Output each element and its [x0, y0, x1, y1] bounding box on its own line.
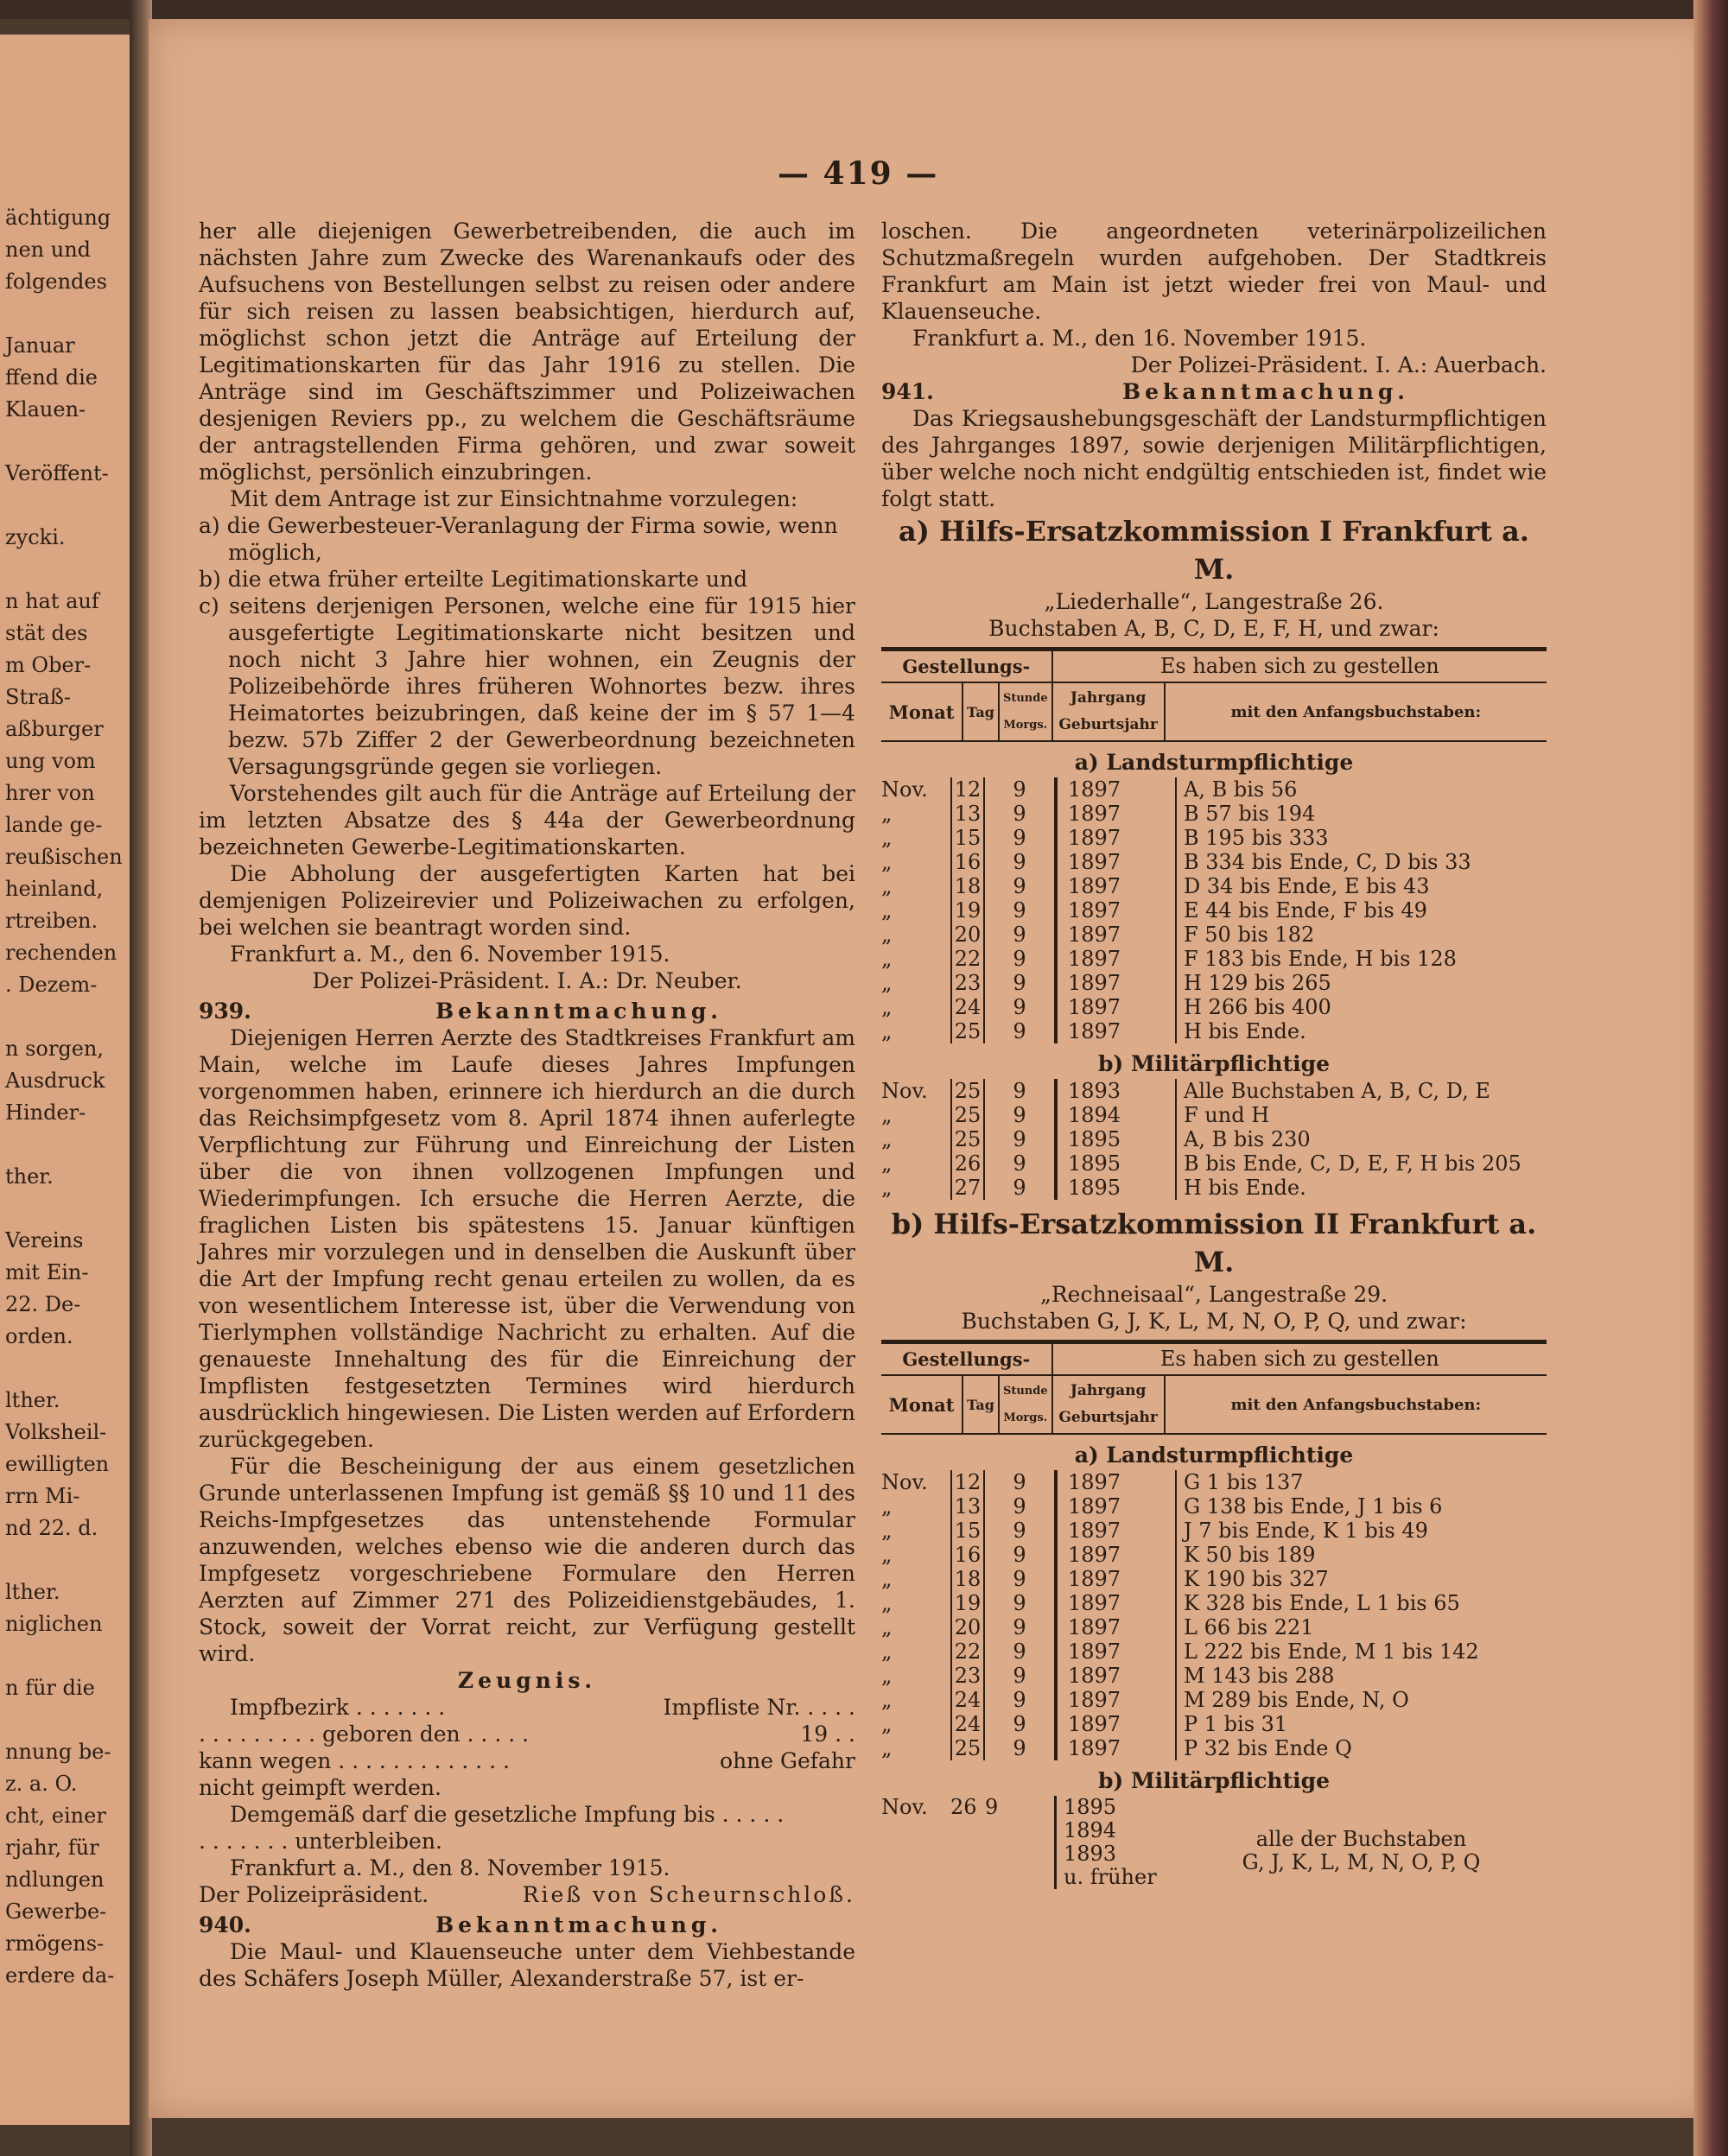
commission-1-title: a) Hilfs-Ersatzkommission I Frankfurt a. M.: [899, 515, 1529, 586]
left-strip-line: folgendes: [5, 270, 107, 294]
form-line-3: [199, 1747, 855, 1774]
left-strip-line: rechenden: [5, 941, 118, 965]
commission-2-letters: Buchstaben G, J, K, L, M, N, O, P, Q, und zwar:: [961, 1309, 1467, 1334]
cell-hour: 9: [1013, 826, 1026, 850]
cell-letters: A, B bis 56: [1175, 777, 1547, 802]
signature-2-title: Der Polizeipräsident.: [199, 1882, 429, 1907]
signature-2-name: Rieß von Scheurnschloß.: [522, 1882, 855, 1907]
commission-1-letters: Buchstaben A, B, C, D, E, F, H, und zwar:: [988, 616, 1439, 641]
form-geboren: . . . . . . . . . geboren den . . . . .: [199, 1722, 530, 1747]
left-strip-line: heinland,: [5, 877, 104, 901]
cell-hour: 9: [1013, 1688, 1026, 1712]
paragraph-941: Das Kriegsaushebungsgeschäft der Landsturmpflichtigen des Jahrganges 1897, sowie derjenigen Militärpflichtigen, über welche noch nicht endgültig entschieden ist, findet wie folgt statt.: [881, 406, 1547, 511]
left-strip-line: rmögens-: [5, 1931, 105, 1956]
cell-month: „: [881, 1736, 893, 1760]
signature-2: [199, 1881, 855, 1908]
notice-heading-940: Bekanntmachung.: [435, 1912, 723, 1937]
cell-hour: 9: [1013, 1103, 1026, 1127]
cell-month: „: [881, 1494, 893, 1519]
cell-year: 1895: [1054, 1151, 1175, 1176]
th-tag: Tag: [962, 1375, 999, 1434]
left-strip-line: mit Ein-: [5, 1260, 89, 1284]
cell-year: 1897: [1054, 898, 1175, 923]
schedule-1-header: [881, 647, 1547, 742]
cell-letters: F 183 bis Ende, H bis 128: [1175, 947, 1547, 971]
cell-day: 22: [950, 947, 985, 971]
cell-year: 1895: [1054, 1176, 1175, 1200]
left-strip-line: aßburger: [5, 717, 104, 741]
notice-number-941: 941.: [881, 379, 934, 404]
cell-day: 25: [950, 1127, 985, 1151]
form-line-4: nicht geimpft werden.: [199, 1775, 442, 1800]
cell-day: 25: [950, 1019, 985, 1043]
cell-year: 1897: [1054, 1712, 1175, 1736]
cell-letters: B 57 bis 194: [1175, 802, 1547, 826]
cell-hour: 9: [1013, 1494, 1026, 1519]
notice-941-header: [881, 378, 1547, 405]
cell-year: 1893: [1054, 1079, 1175, 1103]
left-strip-line: rtreiben.: [5, 909, 98, 933]
paragraph-vorstehendes: Vorstehendes gilt auch für die Anträge auf Erteilung der im letzten Absatze des § 44a der Gewerbeordnung bezeichneten Gewerbe-Legitimationskarten.: [199, 781, 855, 859]
cell-letters: M 143 bis 288: [1175, 1664, 1547, 1688]
cell-year: 1897: [1054, 1567, 1175, 1591]
cell-hour: 9: [1013, 1151, 1026, 1176]
year-1893: 1893: [1064, 1842, 1117, 1866]
left-strip-line: n für die: [5, 1676, 95, 1700]
cell-hour: 9: [1013, 1664, 1026, 1688]
signature-3: Der Polizei-Präsident. I. A.: Auerbach.: [1130, 352, 1547, 377]
cell-letters: G 138 bis Ende, J 1 bis 6: [1175, 1494, 1547, 1519]
cell-letters: L 66 bis 221: [1175, 1615, 1547, 1639]
cell-day: 12: [950, 1470, 985, 1494]
notice-940-header: [199, 1912, 855, 1938]
cell-hour: 9: [1013, 1639, 1026, 1664]
group-landsturm-2: a) Landsturmpflichtige: [1074, 1443, 1354, 1468]
cell-hour: 9: [1013, 1591, 1026, 1615]
left-strip-line: Volksheil-: [5, 1420, 107, 1444]
left-strip-line: Gewerbe-: [5, 1899, 107, 1924]
paragraph-abholung: Die Abholung der ausgefertigten Karten hat bei demjenigen Polizeirevier und Polizeiwachen zu erfolgen, bei welchen sie beantragt worden sind.: [199, 861, 855, 940]
left-strip-line: lther.: [5, 1580, 60, 1604]
paragraph-940-cont: loschen. Die angeordneten veterinärpolizeilichen Schutzmaßregeln wurden aufgehoben. Der Stadtkreis Frankfurt am Main ist jetzt wieder frei von Maul- und Klauenseuche.: [881, 219, 1547, 324]
cell-letters: K 328 bis Ende, L 1 bis 65: [1175, 1591, 1547, 1615]
cell-letters: H bis Ende.: [1175, 1019, 1547, 1043]
cell-year: 1897: [1054, 826, 1175, 850]
cell-day: 23: [950, 1664, 985, 1688]
cell-month: „: [881, 1712, 893, 1736]
cell-day: 15: [950, 826, 985, 850]
form-line-6: . . . . . . . unterbleiben.: [199, 1829, 442, 1854]
left-strip-line: orden.: [5, 1324, 73, 1348]
left-strip-line: cht, einer: [5, 1804, 106, 1828]
cell-day: 25: [950, 1079, 985, 1103]
book-cover-edge: [1693, 0, 1728, 2156]
cell-hour: 9: [1013, 995, 1026, 1019]
cell-year: 1897: [1054, 777, 1175, 802]
left-strip-line: ffend die: [5, 365, 98, 390]
cell-hour: 9: [1013, 1736, 1026, 1760]
left-strip-line: Ausdruck: [5, 1068, 105, 1093]
page-number: — 419 —: [778, 155, 939, 192]
cell-day: 22: [950, 1639, 985, 1664]
cell-month: „: [881, 971, 893, 995]
cell-year: 1897: [1054, 923, 1175, 947]
form-impfbezirk: Impfbezirk . . . . . . .: [230, 1695, 446, 1720]
cell-day: 20: [950, 1615, 985, 1639]
cell-month: „: [881, 947, 893, 971]
th-es-haben: Es haben sich zu gestellen: [1052, 650, 1547, 683]
cell-hour: 9: [1013, 947, 1026, 971]
cell-letters: B bis Ende, C, D, E, F, H bis 205: [1175, 1151, 1547, 1176]
cell-year: 1897: [1054, 1543, 1175, 1567]
left-strip-line: . Dezem-: [5, 973, 98, 997]
cell-month: „: [881, 1103, 893, 1127]
left-strip-line: n sorgen,: [5, 1037, 104, 1061]
th-anfangsbuchstaben: mit den Anfangsbuchstaben:: [1165, 682, 1547, 741]
cell-year: 1894: [1054, 1103, 1175, 1127]
cell-hour: 9: [1013, 1615, 1026, 1639]
cell-letters: M 289 bis Ende, N, O: [1175, 1688, 1547, 1712]
cell-month: Nov.: [881, 777, 928, 802]
list-item-b: b) die etwa früher erteilte Legitimationskarte und: [199, 567, 748, 592]
cell-hour: 9: [1013, 874, 1026, 898]
left-strip-line: lande ge-: [5, 813, 103, 837]
left-strip-line: rjahr, für: [5, 1836, 99, 1860]
th-anfangsbuchstaben: mit den Anfangsbuchstaben:: [1165, 1375, 1547, 1434]
cell-letters: Alle Buchstaben A, B, C, D, E: [1175, 1079, 1547, 1103]
cell-month: „: [881, 1664, 893, 1688]
year-1895: 1895: [1064, 1795, 1117, 1819]
cell-year: 1897: [1054, 1019, 1175, 1043]
commission-2-place: „Rechneisaal“, Langestraße 29.: [1039, 1282, 1388, 1307]
notice-heading-941: Bekanntmachung.: [1121, 379, 1410, 404]
cell-letters: K 50 bis 189: [1175, 1543, 1547, 1567]
cell-letters: P 1 bis 31: [1175, 1712, 1547, 1736]
paragraph-intro: her alle diejenigen Gewerbetreibenden, die auch im nächsten Jahre zum Zwecke des Warenankaufs oder des Aufsuchens von Bestellungen selbst zu reisen oder andere für sich reisen zu lassen beabsichtigen, hierdurch auf, möglichst schon jetzt die Anträge auf Erteilung der Legitimationskarten für das Jahr 1916 zu stellen. Die Anträge sind im Geschäftszimmer und Polizeiwachen desjenigen Reviers pp., zu welchem die Geschäftsräume der antragstellenden Firma gehören, und zwar soweit möglichst, persönlich einzubringen.: [199, 219, 855, 485]
th-gestellungs: Gestellungs-: [881, 1342, 1052, 1376]
cell-year: 1897: [1054, 802, 1175, 826]
schedule-2-landsturm-rows: [881, 1470, 1547, 1760]
cell-day: 24: [950, 995, 985, 1019]
form-impfliste: Impfliste Nr. . . . .: [663, 1695, 855, 1720]
paragraph-939-a: Diejenigen Herren Aerzte des Stadtkreises Frankfurt am Main, welche im Laufe dieses Jahres Impfungen vorgenommen haben, erinnere ich hierdurch an die durch das Reichsimpfgesetz vom 8. April 1874 ihnen auferlegte Verpflichtung zur Führung und Einreichung der Listen über die von ihnen vollzogenen Impfungen und Wiederimpfungen. Ich ersuche die Herren Aerzte, die fraglichen Listen bis spätestens 15. Januar künftigen Jahres mir vorzulegen und in denselben die Auskunft über die Art der Impfung recht genau erteilen zu wollen, da es von wesentlichem Interesse ist, über die Verwendung von Tierlymphen vollständige Nachricht zu erhalten. Auf die genaueste Innehaltung des für die Einreichung der Impflisten festgesetzten Termines wird hierdurch ausdrücklich hingewiesen. Die Listen werden auf Erfordern zurückgegeben.: [199, 1025, 855, 1452]
cell-day: 24: [950, 1688, 985, 1712]
left-strip-line: Vereins: [5, 1228, 84, 1252]
cell-hour: 9: [985, 1795, 999, 1819]
cell-year: 1897: [1054, 1615, 1175, 1639]
cell-letters: D 34 bis Ende, E bis 43: [1175, 874, 1547, 898]
left-strip-line: ung vom: [5, 749, 96, 773]
column-left: [199, 218, 855, 1992]
cell-letters: L 222 bis Ende, M 1 bis 142: [1175, 1639, 1547, 1664]
th-monat: Monat: [881, 1375, 962, 1434]
notice-number-940: 940.: [199, 1912, 251, 1937]
cell-letters: B 334 bis Ende, C, D bis 33: [1175, 850, 1547, 874]
date-line-2: Frankfurt a. M., den 8. November 1915.: [230, 1855, 670, 1880]
left-strip-line: erdere da-: [5, 1963, 115, 1988]
cell-day: 24: [950, 1712, 985, 1736]
cell-month: „: [881, 1127, 893, 1151]
group-militaer-1: b) Militärpflichtige: [1097, 1051, 1331, 1076]
list-item-c: c) seitens derjenigen Personen, welche eine für 1915 hier ausgefertigte Legitimationskarte nicht besitzen und noch nicht 3 Jahre hier wohnen, ein Zeugnis der Polizeibehörde ihres früheren Wohnortes bezw. ihres Heimatortes beizubringen, daß keine der im § 57 1—4 bezw. 57b Ziffer 2 der Gewerbeordnung bezeichneten Versagungsgründe gegen sie vorliegen.: [199, 593, 855, 779]
cell-letters: J 7 bis Ende, K 1 bis 49: [1175, 1519, 1547, 1543]
cell-hour: 9: [1013, 1470, 1026, 1494]
cell-month: „: [881, 1176, 893, 1200]
cell-month: „: [881, 1151, 893, 1176]
cell-month: „: [881, 1543, 893, 1567]
cell-day: 16: [950, 1543, 985, 1567]
cell-year: 1897: [1054, 1639, 1175, 1664]
cell-month: „: [881, 995, 893, 1019]
left-strip-line: stät des: [5, 621, 88, 645]
cell-month: „: [881, 1688, 893, 1712]
th-jahrgang: Jahrgang Geburtsjahr: [1052, 682, 1165, 741]
list-item-a: a) die Gewerbesteuer-Veranlagung der Firma sowie, wenn möglich,: [199, 513, 838, 565]
year-1894: 1894: [1064, 1818, 1117, 1842]
cell-month: „: [881, 826, 893, 850]
cell-month: „: [881, 1591, 893, 1615]
cell-letters: A, B bis 230: [1175, 1127, 1547, 1151]
cell-month: „: [881, 898, 893, 923]
th-stunde: Stunde Morgs.: [999, 682, 1052, 741]
top-edge: [0, 0, 1728, 19]
schedule-1-militaer-rows: [881, 1079, 1547, 1200]
cell-year: 1897: [1054, 1470, 1175, 1494]
group-landsturm-1: a) Landsturmpflichtige: [1074, 750, 1354, 775]
cell-month: Nov.: [881, 1470, 928, 1494]
form-line-5: Demgemäß darf die gesetzliche Impfung bis . . . . .: [230, 1802, 785, 1827]
paragraph-940: Die Maul- und Klauenseuche unter dem Viehbestande des Schäfers Joseph Müller, Alexanderstraße 57, ist er-: [199, 1939, 855, 1991]
cell-hour: 9: [1013, 1019, 1026, 1043]
th-jahrgang: Jahrgang Geburtsjahr: [1052, 1375, 1165, 1434]
cell-letters: H bis Ende.: [1175, 1176, 1547, 1200]
cell-day: 19: [950, 1591, 985, 1615]
cell-hour: 9: [1013, 898, 1026, 923]
left-strip-line: Klauen-: [5, 397, 86, 422]
left-strip-line: hrer von: [5, 781, 95, 805]
cell-letters: F 50 bis 182: [1175, 923, 1547, 947]
cell-hour: 9: [1013, 1543, 1026, 1567]
cell-year: 1897: [1054, 1494, 1175, 1519]
cell-letters: B 195 bis 333: [1175, 826, 1547, 850]
cell-year: 1897: [1054, 874, 1175, 898]
commission-1-place: „Liederhalle“, Langestraße 26.: [1044, 589, 1384, 614]
cell-month: „: [881, 874, 893, 898]
left-strip-line: nnung be-: [5, 1740, 111, 1764]
cell-month: „: [881, 1615, 893, 1639]
th-stunde: Stunde Morgs.: [999, 1375, 1052, 1434]
form-year: 19 . .: [800, 1722, 855, 1747]
left-strip-line: zycki.: [5, 525, 66, 549]
cell-month: „: [881, 1019, 893, 1043]
cell-hour: 9: [1013, 1127, 1026, 1151]
left-strip-line: ndlungen: [5, 1867, 105, 1892]
form-ohne-gefahr: ohne Gefahr: [720, 1748, 855, 1773]
left-strip-line: n hat auf: [5, 589, 99, 613]
cell-day: 25: [950, 1736, 985, 1760]
form-line-2: [199, 1721, 855, 1747]
cell-day: 26: [950, 1151, 985, 1176]
cell-letters: [1176, 1796, 1547, 1889]
cell-year: 1897: [1054, 995, 1175, 1019]
column-right: [881, 218, 1547, 1889]
left-strip-line: lther.: [5, 1388, 60, 1412]
cell-month: Nov.: [881, 1079, 928, 1103]
cell-hour: 9: [1013, 1712, 1026, 1736]
cell-month: „: [881, 923, 893, 947]
left-strip-line: nen und: [5, 238, 92, 262]
cell-letters: K 190 bis 327: [1175, 1567, 1547, 1591]
cell-day: 26: [950, 1795, 977, 1819]
th-tag: Tag: [962, 682, 999, 741]
schedule-2-header: [881, 1340, 1547, 1435]
left-strip-line: Straß-: [5, 685, 72, 709]
cell-month: Nov.: [881, 1795, 928, 1819]
cell-year: 1897: [1054, 971, 1175, 995]
cell-year: 1897: [1054, 1591, 1175, 1615]
th-monat: Monat: [881, 682, 962, 741]
date-line-3: Frankfurt a. M., den 16. November 1915.: [912, 326, 1367, 351]
cell-letters: G 1 bis 137: [1175, 1470, 1547, 1494]
cell-hour: 9: [1013, 1176, 1026, 1200]
cell-day: 20: [950, 923, 985, 947]
left-strip-line: reußischen: [5, 845, 123, 869]
cell-day: 27: [950, 1176, 985, 1200]
cell-hour: 9: [1013, 971, 1026, 995]
notice-939-header: [199, 998, 855, 1024]
cell-year: 1897: [1054, 1736, 1175, 1760]
left-page-strip: [0, 35, 137, 2125]
cell-hour: 9: [1013, 777, 1026, 802]
cell-hour: 9: [1013, 802, 1026, 826]
left-strip-line: m Ober-: [5, 653, 92, 677]
form-kann-wegen: kann wegen . . . . . . . . . . . . .: [199, 1748, 510, 1773]
cell-month: „: [881, 1519, 893, 1543]
form-line-1: [199, 1694, 855, 1721]
cell-day: 18: [950, 874, 985, 898]
left-strip-line: Hinder-: [5, 1100, 86, 1125]
cell-years: [1054, 1796, 1176, 1889]
cell-day: 23: [950, 971, 985, 995]
left-strip-line: ewilligten: [5, 1452, 110, 1476]
cell-month: „: [881, 802, 893, 826]
cell-day: 13: [950, 802, 985, 826]
signature-1: Der Polizei-Präsident. I. A.: Dr. Neuber.: [312, 968, 742, 993]
cell-letters: E 44 bis Ende, F bis 49: [1175, 898, 1547, 923]
group-militaer-2: b) Militärpflichtige: [1097, 1768, 1331, 1793]
left-strip-line: niglichen: [5, 1612, 103, 1636]
cell-day: 13: [950, 1494, 985, 1519]
cell-year: 1897: [1054, 1664, 1175, 1688]
notice-heading-939: Bekanntmachung.: [435, 999, 723, 1024]
cell-month: „: [881, 1567, 893, 1591]
cell-year: 1897: [1054, 1688, 1175, 1712]
schedule-1-landsturm-rows: [881, 777, 1547, 1043]
letters-text-2: G, J, K, L, M, N, O, P, Q: [1242, 1850, 1481, 1874]
left-strip-line: ächtigung: [5, 206, 111, 230]
th-gestellungs: Gestellungs-: [881, 650, 1052, 683]
notice-number-939: 939.: [199, 999, 251, 1024]
cell-letters: H 129 bis 265: [1175, 971, 1547, 995]
paragraph-939-b: Für die Bescheinigung der aus einem gesetzlichen Grunde unterlassenen Impfung ist gemäß §§ 10 und 11 des Reichs-Impfgesetzes das untenstehende Formular anzuwenden, welches ebenso wie die anderen durch das Impfgesetz vorgeschriebene Formulare den Herren Aerzten auf Zimmer 271 des Polizeidienstgebäudes, 1. Stock, soweit der Vorrat reicht, zur Verfügung gestellt wird.: [199, 1454, 855, 1666]
cell-hour: 9: [1013, 1567, 1026, 1591]
left-strip-line: z. a. O.: [5, 1772, 78, 1796]
cell-day: 18: [950, 1567, 985, 1591]
cell-year: 1897: [1054, 850, 1175, 874]
cell-day: 16: [950, 850, 985, 874]
left-strip-line: nd 22. d.: [5, 1516, 98, 1540]
cell-year: 1895: [1054, 1127, 1175, 1151]
cell-letters: P 32 bis Ende Q: [1175, 1736, 1547, 1760]
cell-letters: F und H: [1175, 1103, 1547, 1127]
letters-text-1: alle der Buchstaben: [1255, 1827, 1467, 1851]
cell-hour: 9: [1013, 923, 1026, 947]
paragraph-intro2: Mit dem Antrage ist zur Einsichtnahme vorzulegen:: [230, 486, 798, 511]
zeugnis-heading: Zeugnis.: [457, 1668, 597, 1693]
cell-letters: H 266 bis 400: [1175, 995, 1547, 1019]
left-strip-line: Veröffent-: [5, 461, 109, 485]
cell-hour: 9: [1013, 1519, 1026, 1543]
cell-year: 1897: [1054, 1519, 1175, 1543]
left-strip-line: rrn Mi-: [5, 1484, 80, 1508]
cell-year: 1897: [1054, 947, 1175, 971]
cell-day: 25: [950, 1103, 985, 1127]
cell-month: „: [881, 1639, 893, 1664]
cell-day: 12: [950, 777, 985, 802]
cell-hour: 9: [1013, 1079, 1026, 1103]
commission-2-title: b) Hilfs-Ersatzkommission II Frankfurt a. M.: [891, 1208, 1537, 1278]
cell-hour: 9: [1013, 850, 1026, 874]
schedule-2-militaer-block: [881, 1796, 1547, 1889]
left-strip-line: ther.: [5, 1164, 54, 1189]
left-strip-line: 22. De-: [5, 1292, 81, 1316]
date-line-1: Frankfurt a. M., den 6. November 1915.: [230, 942, 670, 967]
cell-day: 19: [950, 898, 985, 923]
cell-day: 15: [950, 1519, 985, 1543]
th-es-haben: Es haben sich zu gestellen: [1052, 1342, 1547, 1376]
cell-month: „: [881, 850, 893, 874]
year-frueher: u. früher: [1064, 1865, 1157, 1889]
left-strip-line: Januar: [5, 333, 75, 358]
